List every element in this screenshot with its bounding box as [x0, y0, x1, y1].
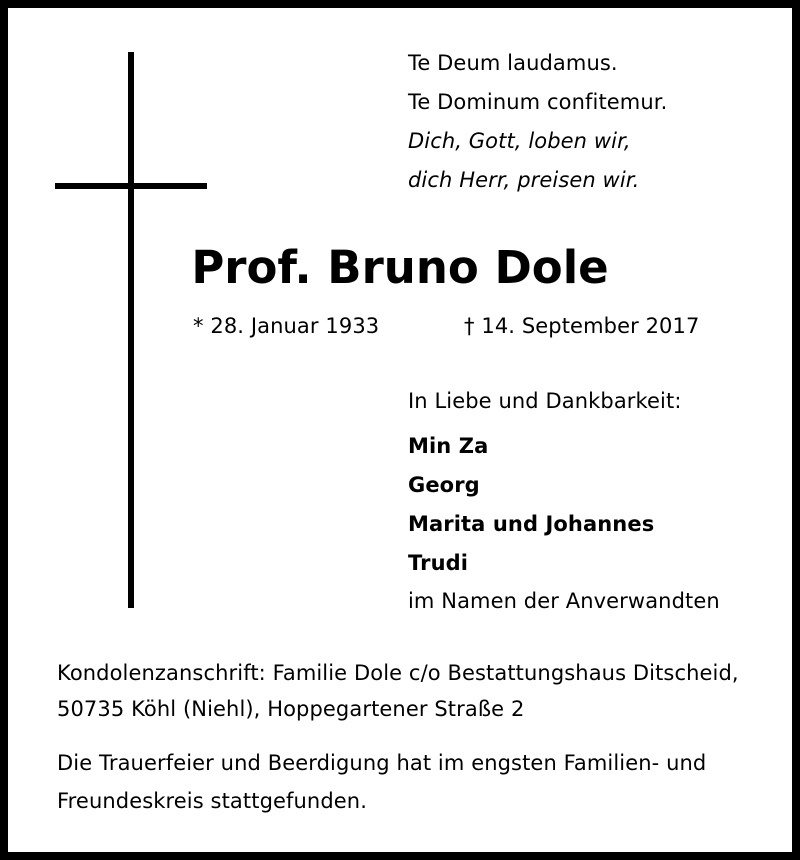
hymn-line-3: Dich, Gott, loben wir, — [408, 129, 631, 153]
mourners-closing: im Namen der Anverwandten — [408, 589, 720, 613]
deceased-name: Prof. Bruno Dole — [191, 241, 609, 294]
condolence-address-line-1: Kondolenzanschrift: Familie Dole c/o Bestattungshaus Ditscheid, — [57, 661, 739, 685]
cross-horizontal-bar — [55, 183, 207, 189]
hymn-line-4: dich Herr, preisen wir. — [408, 168, 640, 192]
mourner-name: Trudi — [408, 551, 469, 575]
hymn-line-2: Te Dominum confitemur. — [408, 90, 668, 114]
mourners-intro: In Liebe und Dankbarkeit: — [408, 389, 682, 413]
funeral-notice-line-1: Die Trauerfeier und Beerdigung hat im engsten Familien- und — [57, 751, 707, 775]
death-date: † 14. September 2017 — [464, 314, 700, 338]
condolence-address-line-2: 50735 Köhl (Niehl), Hoppegartener Straße 2 — [57, 697, 525, 721]
mourner-name: Georg — [408, 473, 480, 497]
hymn-line-1: Te Deum laudamus. — [408, 51, 618, 75]
mourner-name: Marita und Johannes — [408, 512, 655, 536]
cross-vertical-bar — [128, 52, 134, 608]
funeral-notice-line-2: Freundeskreis stattgefunden. — [57, 789, 367, 813]
birth-date: * 28. Januar 1933 — [193, 314, 380, 338]
mourner-name: Min Za — [408, 434, 489, 458]
